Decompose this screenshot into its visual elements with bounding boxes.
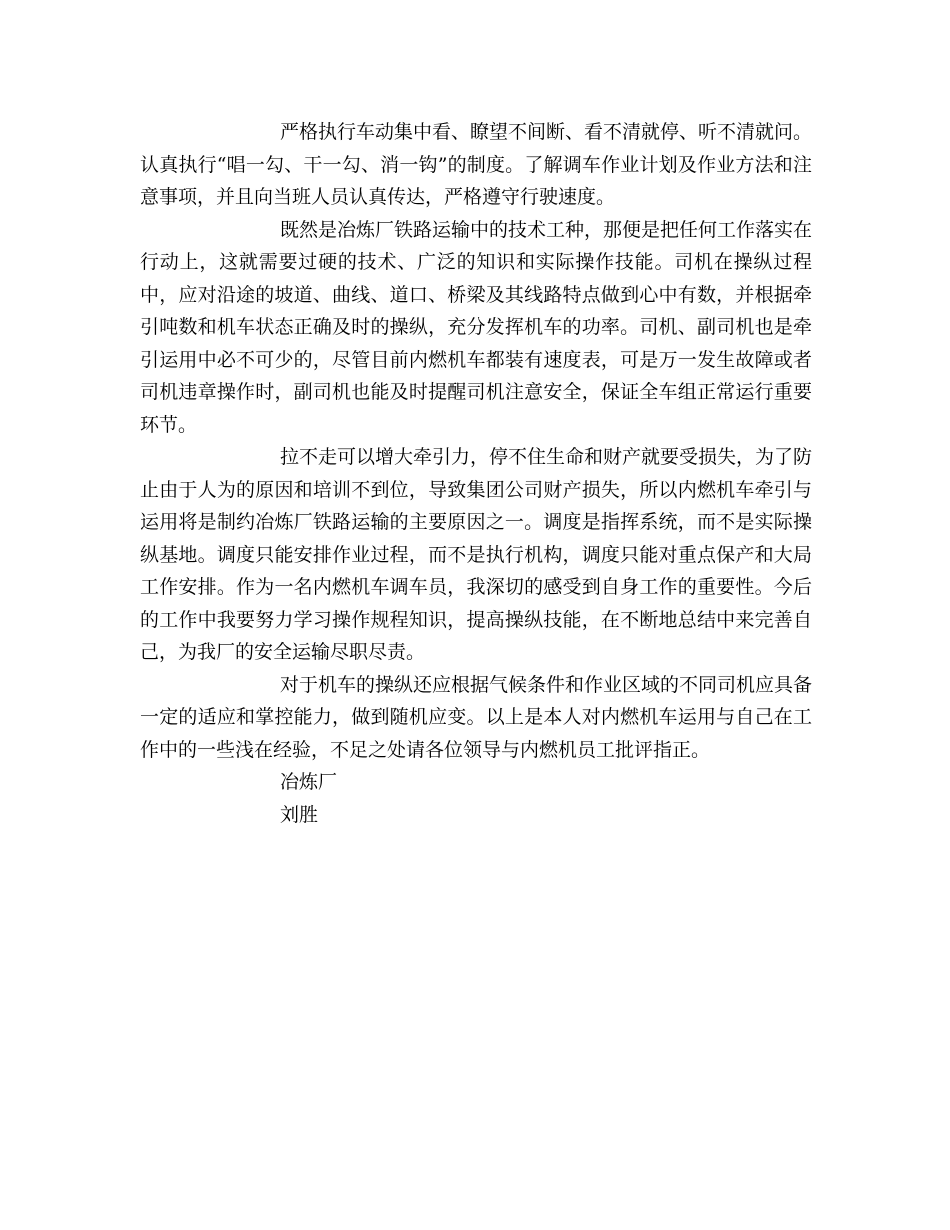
document-body	[140, 116, 812, 831]
paragraph-3: 拉不走可以增大牵引力，停不住生命和财产就要受损失，为了防止由于人为的原因和培训不到位，导致集团公司财产损失，所以内燃机车牵引与运用将是制约冶炼厂铁路运输的主要原因之一。调度是指挥系统，而不是实际操纵基地。调度只能安排作业过程，而不是执行机构，调度只能对重点保产和大局工作安排。作为一名内燃机车调车员，我深切的感受到自身工作的重要性。今后的工作中我要努力学习操作规程知识，提高操纵技能，在不断地总结中来完善自己，为我厂的安全运输尽职尽责。	[140, 446, 813, 663]
paragraph-1: 严格执行车动集中看、瞭望不间断、看不清就停、听不清就问。认真执行“唱一勾、干一勾、消一钩”的制度。了解调车作业计划及作业方法和注意事项，并且向当班人员认真传达，严格遵守行驶速度。	[140, 121, 813, 208]
signature-name: 刘胜	[280, 803, 319, 826]
paragraph-2: 既然是冶炼厂铁路运输中的技术工种，那便是把任何工作落实在行动上，这就需要过硬的技术、广泛的知识和实际操作技能。司机在操纵过程中，应对沿途的坡道、曲线、道口、桥梁及其线路特点做到心中有数，并根据牵引吨数和机车状态正确及时的操纵，充分发挥机车的功率。司机、副司机也是牵引运用中必不可少的，尽管目前内燃机车都装有速度表，可是万一发生故障或者司机违章操作时，副司机也能及时提醒司机注意安全，保证全车组正常运行重要环节。	[140, 218, 813, 436]
paragraph-4: 对于机车的操纵还应根据气候条件和作业区域的不同司机应具备一定的适应和掌控能力，做到随机应变。以上是本人对内燃机车运用与自己在工作中的一些浅在经验，不足之处请各位领导与内燃机员工批评指正。	[140, 673, 813, 761]
signature-organization: 冶炼厂	[280, 771, 338, 793]
